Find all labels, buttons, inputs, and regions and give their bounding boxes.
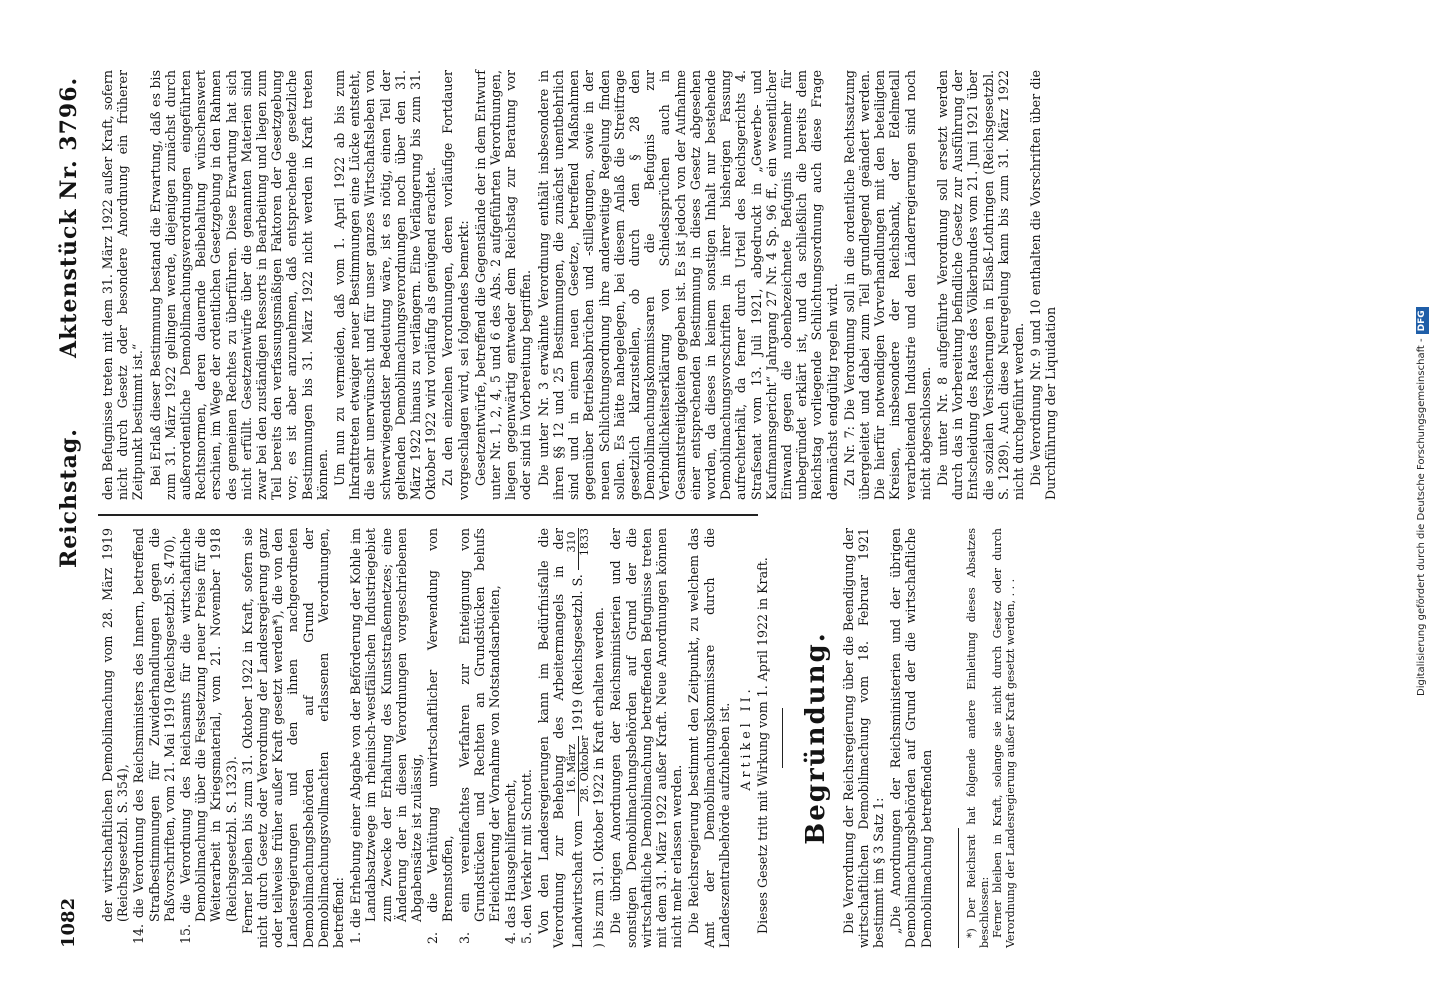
page-fraction	[566, 528, 591, 570]
paragraph-landes-b: 1919 (Reichsgesetzbl. S.	[570, 574, 586, 732]
fraction-top: 16. März	[566, 736, 579, 817]
paragraph-landesregierungen	[536, 528, 607, 948]
footnote-text: Ferner bleiben in Kraft, solange sie nicht durch Gesetz oder durch Verordnung der Landesregierung außer Kraft gesetzt werden, . . .	[990, 528, 1017, 948]
list-item-15: 15. die Verordnung des Reichsamts für die wirtschaftliche Demobilmachung über die Festsetzung neuer Preise für die Weiterarbeit in Kriegsmaterial, vom 21. November 1918 (Reichsgesetzbl. S. 1323).	[178, 528, 239, 944]
paragraph-r6: Die unter Nr. 3 erwähnte Verordnung enthält insbesondere in ihren §§ 12 und 25 Bestimmungen, die zunächst unentbehrlich sind und in einem neuen Gesetze, betreffend Maßnahmen gegenüber Betriebsabbrüchen und -stillegungen, sowie in der neuen Schlichtungsordnung ihre anderweitige Regelung finden sollen. Es hätte nahegelegen, bei diesem Anlaß die Streitfrage gesetzlich klarzustellen, ob durch den § 28 den Demobilmachungskommissaren die Befugnis zur Verbindlichkeitserklärung von Schiedssprüchen auch in Gesamtstreitigkeiten gegeben ist. Es ist jedoch von der Aufnahme einer entsprechenden Bestimmung in dieses Gesetz abgesehen worden, da dieses in keinem sonstigen Inhalt nur bestehende Demobilmachungsvorschriften in ihrer bisherigen Fassung aufrechterhält, da ferner durch Urteil des Reichsgerichts 4. Strafsenat vom 13. Juli 1921, abgedruckt in „Gewerbe- und Kaufmannsgericht“ Jahrgang 27 Nr. 4 Sp. 96 ff., ein wesentlicher Einwand gegen die obenbezeichnete Befugnis nunmehr für unbegründet erklärt ist, und da schließlich die bereits dem Reichstag vorliegende Schlichtungsordnung auch diese Frage demnächst endgültig regeln wird.	[535, 70, 840, 500]
header-title: Reichstag.	[56, 428, 82, 568]
footnote-rule	[958, 828, 959, 948]
section-rule	[782, 708, 783, 768]
paragraph-ferner: Ferner bleiben bis zum 31. Oktober 1922 in Kraft, sofern sie nicht durch Gesetz oder Verordnung der Landesregierung ganz oder teilweise früher außer Kraft gesetzt werden*), die von den Landesregierungen und den ihnen nachgeordneten Demobilmachungsbehörden auf Grund der Demobilmachungsvollmachten erlassenen Verordnungen, betreffend:	[239, 528, 347, 948]
paragraph-begruendung-1: Die Verordnung der Reichsregierung über die Beendigung der wirtschaftlichen Demobilmachung vom 18. Februar 1921 bestimmt im § 3 Satz 1:	[840, 528, 886, 948]
paragraph-begruendung-quote: „Die Anordnungen der Reichsministerien und der übrigen Demobilmachungsbehörden auf Grund der die wirtschaftliche Demobilmachung betreffenden	[888, 528, 934, 948]
page-number: 1082	[58, 897, 79, 948]
paragraph-r8: Die unter Nr. 8 aufgeführte Verordnung soll ersetzt werden durch das in Vorbereitung befindliche Gesetz zur Ausführung der Entscheidung des Rates des Völkerbundes vom 21. Juni 1921 über die sozialen Versicherungen in Elsaß-Lothringen (Reichsgesetzbl. S. 1289). Auch diese Neuregelung kann bis zum 31. März 1922 nicht durchgeführt werden.	[934, 70, 1026, 500]
paragraph-r3: Um nun zu vermeiden, daß vom 1. April 1922 ab bis zum Inkrafttreten etwaiger neuer Bestimmungen eine Lücke entsteht, die sehr unerwünscht und für unser ganzes Wirtschaftsleben von schwerwiegendster Bedeutung wäre, ist es nötig, einen Teil der geltenden Demobilmachungsverordnungen noch über den 31. März 1922 hinaus zu verlängern. Eine Verlängerung bis zum 31. Oktober 1922 wird vorläufig als genügend erachtet.	[332, 70, 439, 500]
sub-item-2: 2. die Verhütung unwirtschaftlicher Verwendung von Brennstoffen,	[425, 528, 456, 944]
left-column	[100, 528, 1400, 948]
paragraph-reichsregierung: Die Reichsregierung bestimmt den Zeitpunkt, zu welchem das Amt der Demobilmachungskommissare durch die Landeszentralbehörde aufzuheben ist.	[686, 528, 732, 948]
paragraph-r2: Bei Erlaß dieser Bestimmung bestand die Erwartung, daß es bis zum 31. März 1922 gelingen werde, diejenigen zunächst durch außerordentliche Demobilmachungsverordnungen eingeführten Rechtsnormen, deren dauernde Beibehaltung wünschenswert erschien, im Wege der ordentlichen Gesetzgebung in den Rahmen des gemeinen Rechtes zu überführen. Diese Erwartung hat sich nicht erfüllt. Gesetzentwürfe über die genannten Materien sind zwar bei den zuständigen Ressorts in Bearbeitung und liegen zum Teil bereits den verfassungsmäßigen Faktoren der Gesetzgebung vor; es ist aber anzunehmen, daß entsprechende gesetzliche Bestimmungen bis 31. März 1922 nicht werden in Kraft treten können.	[147, 70, 330, 500]
footnote: *) Der Reichsrat hat folgende andere Einleitung dieses Absatzes beschlossen:	[964, 528, 991, 948]
paragraph-gesetz: Dieses Gesetz tritt mit Wirkung vom 1. April 1922 in Kraft.	[755, 557, 771, 934]
fraction-bottom: 1833	[578, 527, 592, 556]
paragraph-r5: Gesetzentwürfe, betreffend die Gegenstände der in dem Entwurf unter Nr. 1, 2, 4, 5 und 6 des Abs. 2 aufgeführten Verordnungen, liegen gegenwärtig entweder dem Reichstag zur Beratung vor oder sind in Vorbereitung begriffen.	[472, 70, 534, 500]
sub-item-5: 5. den Verkehr mit Schrott.	[519, 769, 535, 944]
document-number: Aktenstück Nr. 3796.	[56, 76, 82, 358]
date-fraction	[566, 736, 591, 817]
paragraph-uebrigen: Die übrigen Anordnungen der Reichsministerien und der sonstigen Demobilmachungsbehörden auf Grund der die wirtschaftliche Demobilmachung betreffenden Befugnisse treten mit dem 31. März 1922 außer Kraft. Neue Anordnungen können nicht mehr erlassen werden.	[608, 528, 685, 948]
dfg-logo: DFG	[1416, 307, 1429, 334]
sub-item-4: 4. das Hausgehilfenrecht,	[503, 779, 519, 944]
page-header	[52, 48, 92, 948]
rotated-document-page	[52, 48, 1412, 948]
credit-text: Digitalisierung gefördert durch die Deutsche Forschungsgemeinschaft -	[1416, 338, 1427, 696]
paragraph-continuation: der wirtschaftlichen Demobilmachung vom 28. März 1919 (Reichsgesetzbl. S. 354),	[100, 528, 131, 922]
fraction-top: 310	[566, 528, 579, 570]
sub-item-1: 1. die Erhebung einer Abgabe von der Beförderung der Kohle im Landabsatzwege im rheinisch-westfälischen Industriegebiet zum Zwecke der Erhaltung des Kunststraßennetzes; eine Änderung der in diesen Verordnungen vorgeschriebenen Abgabensätze ist zulässig,	[348, 528, 425, 944]
digitization-credit	[1414, 6, 1430, 696]
paragraph-r4: Zu den einzelnen Verordnungen, deren vorläufige Fortdauer vorgeschlagen wird, sei folgendes bemerkt:	[440, 70, 471, 500]
column-divider	[98, 515, 758, 517]
list-item-14: 14. die Verordnung des Reichsministers des Innern, betreffend Strafbestimmungen für Zuwiderhandlungen gegen die Paßvorschriften, vom 21. Mai 1919 (Reichsgesetzbl. S. 470),	[131, 528, 177, 944]
paragraph-landes-c: ) bis zum 31. Oktober 1922 in Kraft erhalten werden.	[591, 607, 607, 948]
paragraph-r7: Zu Nr. 7: Die Verordnung soll in die ordentliche Rechtssatzung übergeleitet und dabei zum Teil grundlegend geändert werden. Die hierfür notwendigen Vorverhandlungen mit den beteiligten Kreisen, insbesondere der Reichsbank, der Edelmetall verarbeitenden Industrie und den Länderregierungen sind noch nicht abgeschlossen.	[841, 70, 933, 500]
paragraph-r9: Die Verordnung Nr. 9 und 10 enthalten die Vorschriften über die Durchführung der Liquidation	[1028, 70, 1059, 500]
section-heading-begruendung: Begründung.	[801, 631, 832, 845]
fraction-bottom: 28. Oktober	[578, 735, 592, 803]
article-heading: Artikel II.	[737, 685, 753, 791]
paragraph-r1: den Befugnisse treten mit dem 31. März 1922 außer Kraft, sofern nicht durch Gesetz oder besondere Anordnung ein früherer Zeitpunkt bestimmt ist.“	[100, 70, 146, 500]
right-column	[100, 70, 1400, 500]
paragraph-landes-a: Von den Landesregierungen kann im Bedürfnisfalle die Verordnung zur Behebung des Arbeitermangels in der Landwirtschaft vom	[535, 528, 586, 948]
sub-item-3: 3. ein vereinfachtes Verfahren zur Enteignung von Grundstücken und Rechten an Grundstücken behufs Erleichterung der Vornahme von Notstandsarbeiten,	[456, 528, 503, 944]
